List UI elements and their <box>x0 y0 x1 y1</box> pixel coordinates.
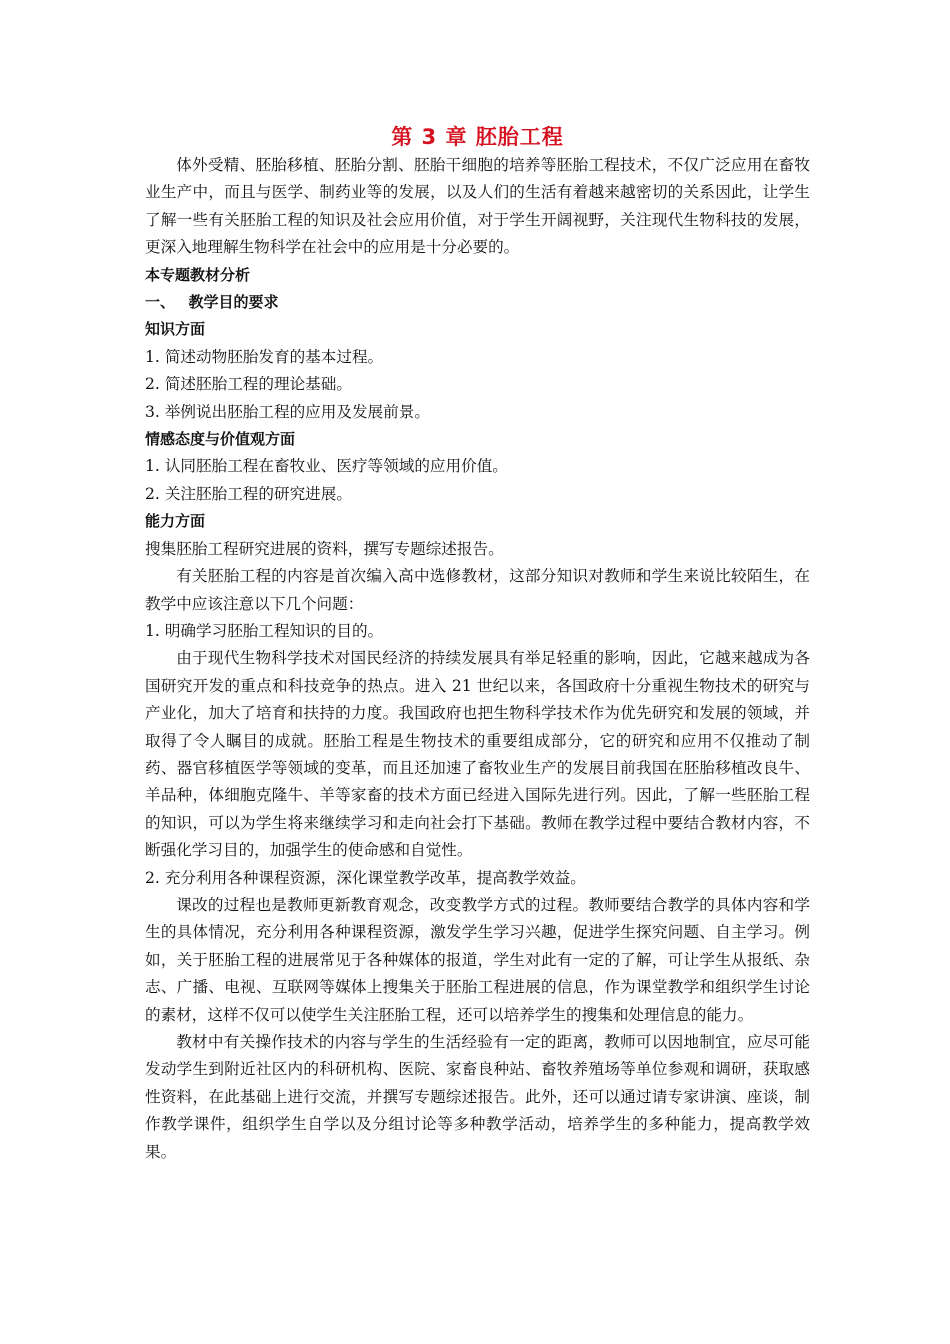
knowledge-item: 2. 简述胚胎工程的理论基础。 <box>145 375 352 394</box>
attitude-item: 1. 认同胚胎工程在畜牧业、医疗等领域的应用价值。 <box>145 457 508 476</box>
knowledge-item: 1. 简述动物胚胎发育的基本过程。 <box>145 347 384 366</box>
section-heading: 本专题教材分析 <box>145 265 251 284</box>
intro-paragraph: 体外受精、胚胎移植、胚胎分割、胚胎干细胞的培养等胚胎工程技术，不仅广泛应用在畜牧业生产中，而且与医学、制药业等的发展，以及人们的生活有着越来越密切的关系因此，让学生了解一些有关胚胎工程的知识及社会应用价值，对于学生开阔视野，关注现代生物科技的发展，更深入地理解生物科学在社会中的应用是十分必要的。 <box>145 156 810 257</box>
chapter-title: 第 3 章 胚胎工程 <box>391 125 564 149</box>
knowledge-heading: 知识方面 <box>145 320 206 339</box>
practice-paragraph: 教材中有关操作技术的内容与学生的生活经验有一定的距离，教师可以因地制宜，应尽可能发动学生到附近社区内的科研机构、医院、家畜良种站、畜牧养殖场等单位参观和调研，获取感性资料，在此基础上进行交流，并撰写专题综述报告。此外，还可以通过请专家讲演、座谈，制作教学课件，组织学生自学以及分组讨论等多种教学活动，培养学生的多种能力，提高教学效果。 <box>145 1033 810 1161</box>
notice-paragraph: 有关胚胎工程的内容是首次编入高中选修教材，这部分知识对教师和学生来说比较陌生，在教学中应该注意以下几个问题： <box>145 567 810 613</box>
part1-heading <box>145 289 810 316</box>
part1-number: 一、 <box>145 293 176 312</box>
attitude-heading: 情感态度与价值观方面 <box>145 430 296 449</box>
point1-heading: 1. 明确学习胚胎工程知识的目的。 <box>145 621 384 640</box>
point1-paragraph: 由于现代生物科学技术对国民经济的持续发展具有举足轻重的影响，因此，它越来越成为各国研究开发的重点和科技竞争的热点。进入 21 世纪以来，各国政府十分重视生物技术的研究与产业化，加大了培育和扶持的力度。我国政府也把生物科学技术作为优先研究和发展的领域，并取得了令人瞩目的成就。胚胎工程是生物技术的重要组成部分，它的研究和应用不仅推动了制药、器官移植医学等领域的变革，而且还加速了畜牧业生产的发展目前我国在胚胎移植改良牛、羊品种，体细胞克隆牛、羊等家畜的技术方面已经进入国际先进行列。因此，了解一些胚胎工程的知识，可以为学生将来继续学习和走向社会打下基础。教师在教学过程中要结合教材内容，不断强化学习目的，加强学生的使命感和自觉性。 <box>145 649 810 860</box>
attitude-item: 2. 关注胚胎工程的研究进展。 <box>145 484 352 503</box>
knowledge-item: 3. 举例说出胚胎工程的应用及发展前景。 <box>145 402 430 421</box>
ability-text: 搜集胚胎工程研究进展的资料，撰写专题综述报告。 <box>145 539 504 558</box>
point2-heading: 2. 充分利用各种课程资源，深化课堂教学改革，提高教学效益。 <box>145 868 586 887</box>
document-page <box>145 122 810 1166</box>
point2-paragraph: 课改的过程也是教师更新教育观念，改变教学方式的过程。教师要结合教学的具体内容和学生的具体情况，充分利用各种课程资源，激发学生学习兴趣，促进学生探究问题、自主学习。例如，关于胚胎工程的进展常见于各种媒体的报道，学生对此有一定的了解，可让学生从报纸、杂志、广播、电视、互联网等媒体上搜集关于胚胎工程进展的信息，作为课堂教学和组织学生讨论的素材，这样不仅可以使学生关注胚胎工程，还可以培养学生的搜集和处理信息的能力。 <box>145 895 810 1024</box>
part1-title: 教学目的要求 <box>188 293 279 312</box>
ability-heading: 能力方面 <box>145 512 206 531</box>
